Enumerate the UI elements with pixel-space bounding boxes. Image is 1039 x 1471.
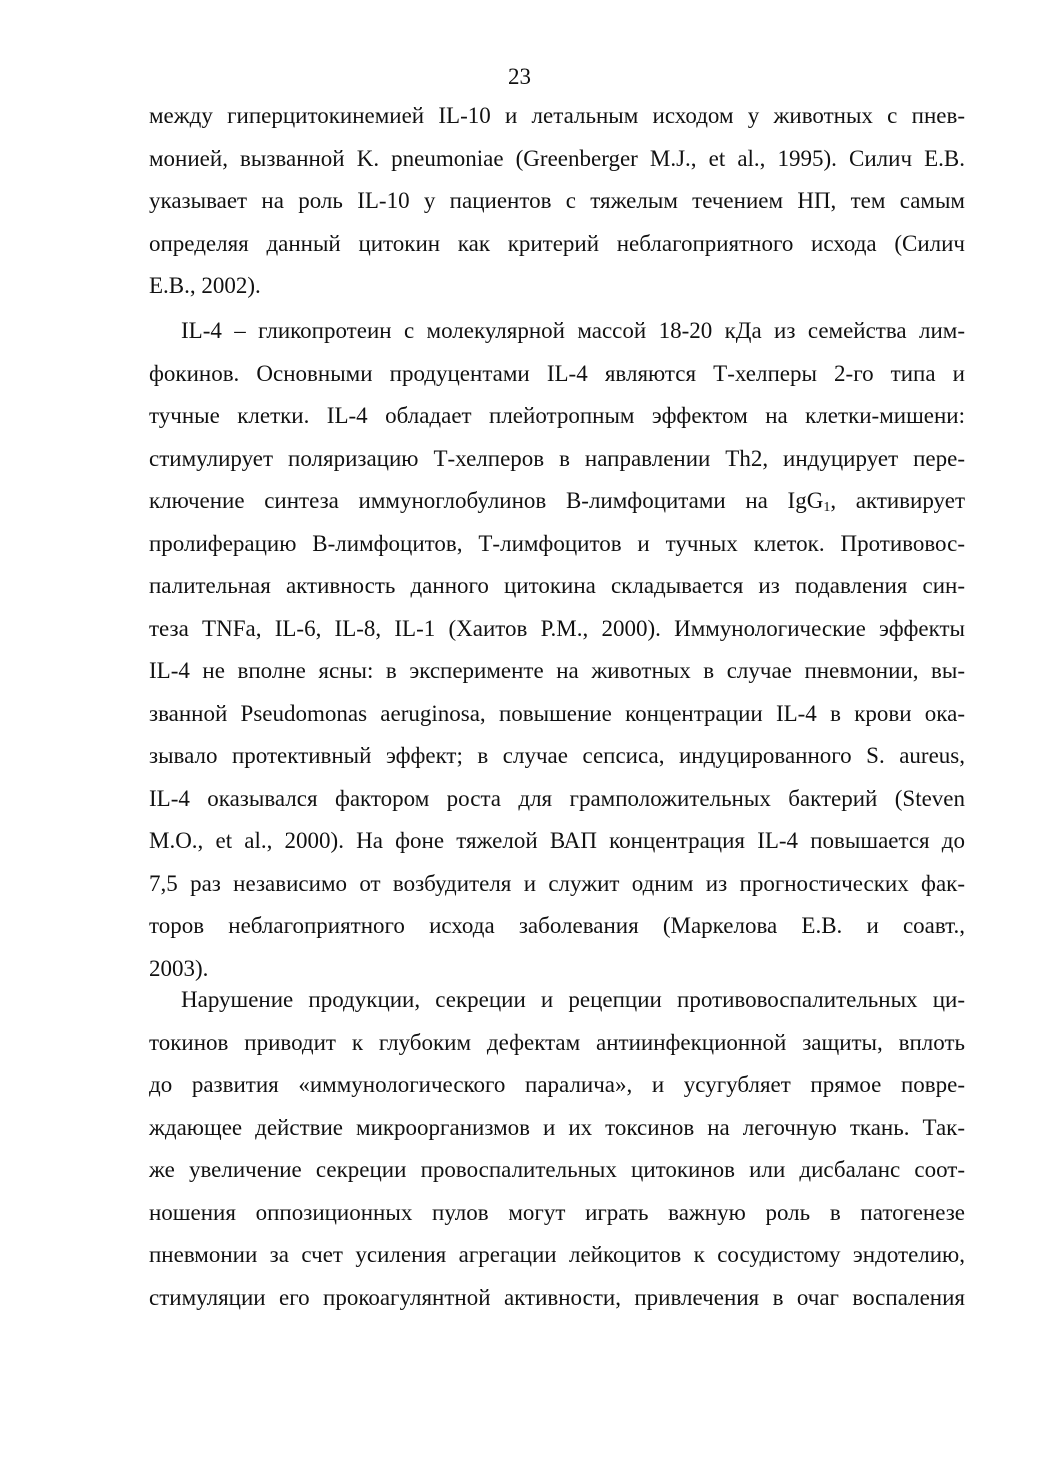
text-line: ждающее действие микроорганизмов и их токсинов на легочную ткань. Так- <box>149 1114 965 1140</box>
text-line <box>149 480 965 523</box>
text-line: 7,5 раз независимо от возбудителя и служит одним из прогностических фак- <box>149 870 965 896</box>
text-line: указывает на роль IL-10 у пациентов с тяжелым течением НП, тем самым <box>149 188 965 213</box>
text-line: IL-4 оказывался фактором роста для грамположительных бактерий (Steven <box>149 785 965 811</box>
text-line: между гиперцитокинемией IL-10 и летальным исходом у животных с пнев- <box>149 103 965 128</box>
text-line: IL-4 – гликопротеин с молекулярной массой 18-20 кДа из семейства лим- <box>181 318 965 343</box>
text-line: M.O., et al., 2000). На фоне тяжелой ВАП концентрация IL-4 повышается до <box>149 828 965 853</box>
paragraph-1 <box>149 95 965 308</box>
text-line: зывало протективный эффект; в случае сепсиса, индуцированного S. aureus, <box>149 743 965 768</box>
text-line: токинов приводит к глубоким дефектам антиинфекционной защиты, вплоть <box>149 1029 965 1055</box>
paragraph-3 <box>149 979 965 1319</box>
text-line: определяя данный цитокин как критерий неблагоприятного исхода (Силич <box>149 230 965 256</box>
text-line: же увеличение секреции провоспалительных цитокинов или дисбаланс соот- <box>149 1157 965 1182</box>
text-line: IL-4 не вполне ясны: в эксперименте на животных в случае пневмонии, вы- <box>149 658 965 683</box>
text-line-part: , активирует <box>830 488 966 513</box>
text-line-part: ключение синтеза иммуноглобулинов В-лимфоцитами на IgG <box>149 488 824 513</box>
text-line: до развития «иммунологического паралича», и усугубляет прямое повре- <box>149 1072 965 1097</box>
text-line: монией, вызванной K. pneumoniae (Greenberger M.J., et al., 1995). Силич Е.В. <box>149 145 965 171</box>
text-line: фокинов. Основными продуцентами IL-4 являются Т-хелперы 2-го типа и <box>149 360 965 386</box>
paragraph-2 <box>149 310 965 990</box>
text-line: пролиферацию В-лимфоцитов, Т-лимфоцитов и тучных клеток. Противовос- <box>149 530 965 556</box>
text-line: торов неблагоприятного исхода заболевания (Маркелова Е.В. и соавт., <box>149 913 965 938</box>
text-line: стимуляции его прокоагулянтной активности, привлечения в очаг воспаления <box>149 1284 965 1310</box>
text-line: ношения оппозиционных пулов могут играть важную роль в патогенезе <box>149 1199 965 1225</box>
text-line: пневмонии за счет усиления агрегации лейкоцитов к сосудистому эндотелию, <box>149 1242 965 1267</box>
text-line: тучные клетки. IL-4 обладает плейотропным эффектом на клетки-мишени: <box>149 403 965 428</box>
text-line: званной Pseudomonas aeruginosa, повышение концентрации IL-4 в крови ока- <box>149 700 965 726</box>
text-line: теза TNFa, IL-6, IL-8, IL-1 (Хаитов Р.М., 2000). Иммунологические эффекты <box>149 615 965 641</box>
text-line: Е.В., 2002). <box>149 273 261 298</box>
subscript: 1 <box>823 500 831 515</box>
page-number: 23 <box>508 64 531 89</box>
text-line: 2003). <box>149 955 209 981</box>
text-line: палительная активность данного цитокина складывается из подавления син- <box>149 573 965 598</box>
text-line: стимулирует поляризацию Т-хелперов в направлении Th2, индуцирует пере- <box>149 445 965 471</box>
text-line: Нарушение продукции, секреции и рецепции противовоспалительных ци- <box>181 987 965 1012</box>
